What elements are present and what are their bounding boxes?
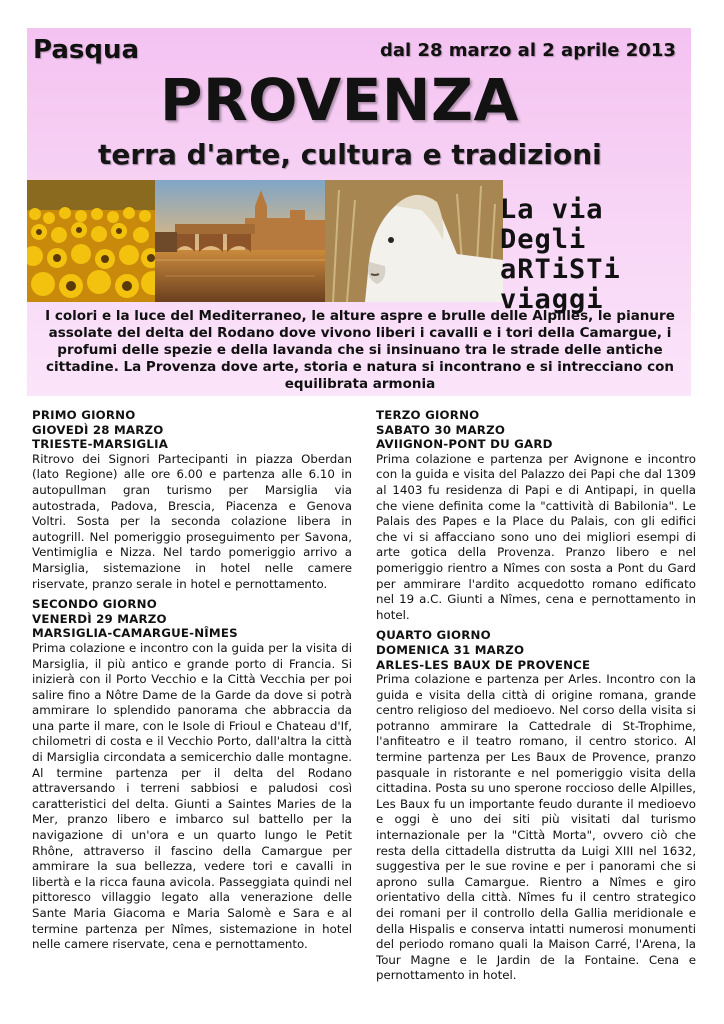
- day-description: Prima colazione e partenza per Arles. Incontro con la guida e visita della città di origine romana, grande centro religioso del medioevo. Nel corso della visita si potranno ammirare la Cattedrale di St-Trophime, l'anfiteatro e il teatro romano, il centro storico. Al termine partenza per Les Baux de Provence, pranzo pasquale in ristorante e nel pomeriggio visita della cittadina. Posta su uno sperone roccioso delle Alpilles, Les Baux fu un importante feudo durante il medioevo e oggi è uno dei siti più visitati dal turismo internazionale per la "Città Morta", ovvero ciò che resta della cittadella distrutta da Luigi XIII nel 1632, suggestiva per le sue rovine e per i panorami che si aprono sulla Camargue. Rientro a Nîmes e giro orientativo della città. Nîmes fu il centro strategico dei romani per il controllo della Gallia meridionale e della Hispalis e conserva intatti numerosi monumenti del periodo romano quali la Maison Carré, l'Arena, la Tour Magne e le Jardin de la Fontaine. Cena e pernottamento in hotel.: [376, 672, 696, 983]
- page-subtitle: terra d'arte, cultura e tradizioni: [98, 138, 602, 171]
- day-date: VENERDÌ 29 MARZO: [32, 611, 167, 626]
- day-date: DOMENICA 31 MARZO: [376, 642, 525, 657]
- itinerary-column-left: [32, 408, 352, 958]
- logo-line: viaggi: [500, 284, 604, 315]
- day-number: TERZO GIORNO: [376, 408, 480, 422]
- day-section: [32, 408, 352, 592]
- logo-line: Degli aRTiSTi: [500, 224, 621, 285]
- day-description: Prima colazione e incontro con la guida per la visita di Marsiglia, il più antico e grande porto di Francia. Si inizierà con il Porto Vecchio e la Città Vecchia per poi salire fino a Nôtre Dame de la Garde da dove si potrà ammirare lo splendido panorama che abbraccia da una parte il mare, con le Isole di Frioul e Chateau d'If, chilometri di costa e il Vecchio Porto, dall'altra la città di Marsiglia circondata a semicerchio dalle montagne. Al termine partenza per il delta del Rodano attraversando i terreni sabbiosi e paludosi così caratteristici del delta. Giunti a Saintes Maries de la Mer, pranzo libero e imbarco sul battello per la navigazione di un'ora e un quarto lungo le Petit Rhône, attraverso il fascino della Camargue per ammirare la sua bellezza, vedere tori e cavalli in libertà e la ricca fauna avicola. Passeggiata quindi nel pittoresco villaggio legato alla venerazione delle Sante Maria Giacoma e Maria Salomè e Sara e al termine partenza per Nîmes, sistemazione in hotel nelle camere riservate, cena e pernottamento.: [32, 640, 352, 952]
- logo-line: La via: [500, 194, 604, 225]
- day-number: SECONDO GIORNO: [32, 597, 157, 612]
- day-description: Ritrovo dei Signori Partecipanti in piazza Oberdan (lato Regione) alle ore 6.00 e partenza alle 6.10 in autopullman gran turismo per Marsiglia via autostrada, Padova, Brescia, Piacenza e Genova Voltri. Sosta per la seconda colazione libera in autogrill. Nel pomeriggio proseguimento per Savona, Ventimiglia e Nizza. Nel tardo pomeriggio arrivo a Marsiglia, sistemazione in hotel nelle camere riservate, pranzo serale in hotel e pernottamento.: [32, 451, 352, 591]
- day-section: [32, 597, 352, 953]
- day-route: MARSIGLIA-CAMARGUE-NÎMES: [32, 626, 238, 641]
- itinerary-column-right: [376, 408, 696, 989]
- tour-operator-logo: [500, 195, 690, 315]
- day-route: TRIESTE-MARSIGLIA: [32, 437, 169, 452]
- day-number: QUARTO GIORNO: [376, 628, 491, 643]
- day-route: AVIIGNON-PONT DU GARD: [376, 437, 553, 452]
- day-number: PRIMO GIORNO: [32, 408, 136, 422]
- intro-paragraph: I colori e la luce del Mediterraneo, le alture aspre e brulle delle Alpilles, le pianure assolate del delta del Rodano dove vivono liberi i cavalli e i tori della Camargue, i profumi delle spezie e della lavanda che si insinuano tra le strade delle antiche cittadine. La Provenza dove arte, storia e natura si incontrano e si intrecciano con equilibrata armonia: [45, 308, 675, 392]
- travel-dates: dal 28 marzo al 2 aprile 2013: [380, 40, 676, 61]
- day-route: ARLES-LES BAUX DE PROVENCE: [376, 657, 591, 672]
- day-section: [376, 408, 696, 623]
- occasion-label: Pasqua: [33, 35, 140, 65]
- photo-strip: [27, 180, 503, 302]
- page-title: PROVENZA: [160, 66, 519, 134]
- avignon-bridge-photo: [155, 180, 325, 302]
- sunflowers-photo: [27, 180, 155, 302]
- camargue-horse-photo: [325, 180, 503, 302]
- day-description: Prima colazione e partenza per Avignone e incontro con la guida e visita del Palazzo dei Papi che dal 1309 al 1403 fu residenza di Papi e di Antipapi, in quella che viene definita come la "cattività di Babilonia". Le Palais des Papes e la Place du Palais, con gli edifici che vi si affacciano sono uno dei migliori esempi di arte gotica della Provenza. Pranzo libero e nel pomeriggio rientro a Nîmes con sosta a Pont du Gard per ammirare l'ardito acquedotto romano edificato nel 19 a.C. Giunti a Nîmes, cena e pernottamento in hotel.: [376, 451, 696, 622]
- day-date: GIOVEDÌ 28 MARZO: [32, 422, 164, 437]
- day-date: SABATO 30 MARZO: [376, 422, 506, 437]
- day-section: [376, 628, 696, 984]
